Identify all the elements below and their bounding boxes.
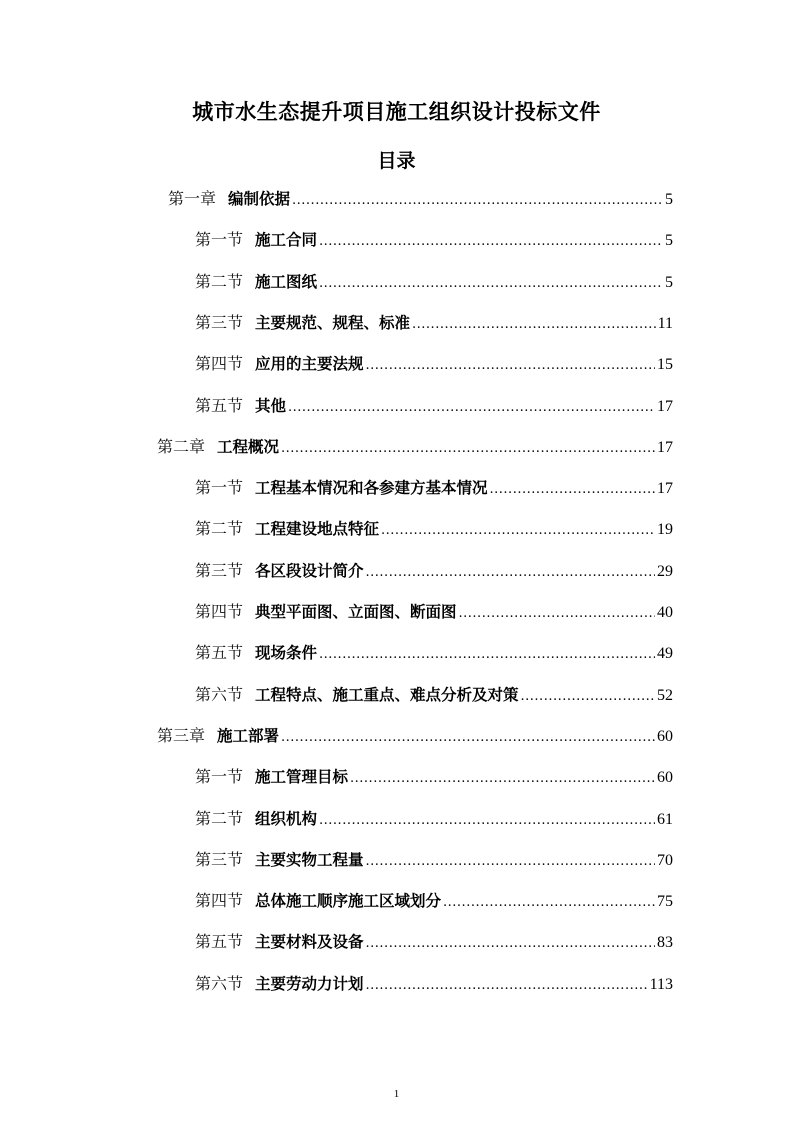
toc-entry-page: 17 bbox=[657, 397, 673, 415]
toc-entry-title: 工程建设地点特征 bbox=[255, 520, 380, 539]
toc-entry-title: 其他 bbox=[255, 396, 287, 415]
toc-dot-leader bbox=[366, 978, 648, 993]
toc-section-entry[interactable] bbox=[195, 475, 673, 499]
toc-section-entry[interactable] bbox=[195, 269, 673, 293]
toc-entry-title: 主要材料及设备 bbox=[255, 933, 364, 952]
toc-entry-number: 第六节 bbox=[195, 973, 244, 993]
toc-entry-page: 5 bbox=[665, 273, 673, 291]
toc-entry-page: 19 bbox=[657, 521, 673, 539]
toc-dot-leader bbox=[412, 317, 656, 332]
toc-entry-number: 第一节 bbox=[195, 767, 244, 787]
toc-entry-number: 第二节 bbox=[195, 271, 244, 291]
toc-entry-page: 49 bbox=[657, 645, 673, 663]
toc-entry-number: 第五节 bbox=[195, 643, 244, 663]
toc-dot-leader bbox=[319, 647, 655, 662]
toc-section-entry[interactable] bbox=[195, 806, 673, 830]
toc-dot-leader bbox=[366, 936, 655, 951]
toc-section-entry[interactable] bbox=[195, 393, 673, 417]
toc-entry-page: 60 bbox=[657, 727, 673, 745]
toc-entry-title: 施工部署 bbox=[217, 726, 280, 745]
toc-entry-title: 应用的主要法规 bbox=[255, 355, 364, 374]
toc-entry-page: 29 bbox=[657, 562, 673, 580]
toc-dot-leader bbox=[281, 730, 655, 745]
toc-entry-page: 17 bbox=[657, 438, 673, 456]
toc-entry-page: 17 bbox=[657, 480, 673, 498]
toc-entry-title: 总体施工顺序施工区域划分 bbox=[255, 892, 442, 911]
toc-entry-page: 83 bbox=[657, 934, 673, 952]
toc-entry-title: 施工图纸 bbox=[255, 272, 318, 291]
document-title: 城市水生态提升项目施工组织设计投标文件 bbox=[192, 100, 601, 124]
toc-dot-leader bbox=[281, 441, 655, 456]
toc-entry-page: 15 bbox=[657, 356, 673, 374]
toc-entry-number: 第二节 bbox=[195, 519, 244, 539]
toc-entry-page: 5 bbox=[665, 191, 673, 208]
toc-entry-title: 组织机构 bbox=[255, 809, 318, 828]
toc-entry-number: 第二节 bbox=[195, 808, 244, 828]
toc-entry-title: 工程基本情况和各参建方基本情况 bbox=[255, 479, 488, 498]
toc-entry-page: 5 bbox=[665, 232, 673, 250]
toc-entry-number: 第五节 bbox=[195, 395, 244, 415]
toc-entry-title: 各区段设计简介 bbox=[255, 561, 364, 580]
toc-dot-leader bbox=[443, 895, 655, 910]
toc-dot-leader bbox=[292, 193, 663, 208]
toc-section-entry[interactable] bbox=[195, 516, 673, 540]
toc-entry-number: 第三节 bbox=[195, 560, 244, 580]
toc-entry-number: 第四节 bbox=[195, 602, 244, 621]
toc-chapter-entry[interactable] bbox=[157, 434, 673, 458]
toc-entry-number: 第一节 bbox=[195, 478, 244, 498]
toc-chapter-entry[interactable] bbox=[157, 723, 673, 747]
toc-entry-title: 现场条件 bbox=[255, 644, 318, 663]
toc-dot-leader bbox=[459, 606, 655, 621]
toc-dot-leader bbox=[521, 689, 655, 704]
toc-entry-page: 40 bbox=[657, 604, 673, 621]
toc-entry-number: 第三章 bbox=[157, 725, 206, 745]
toc-section-entry[interactable] bbox=[195, 888, 673, 912]
toc-entry-page: 11 bbox=[657, 314, 673, 332]
toc-dot-leader bbox=[350, 771, 655, 786]
toc-dot-leader bbox=[366, 565, 655, 580]
toc-entry-page: 52 bbox=[657, 686, 673, 704]
toc-section-entry[interactable] bbox=[195, 351, 673, 375]
toc-entry-page: 61 bbox=[657, 810, 673, 828]
toc-section-entry[interactable] bbox=[195, 971, 673, 995]
toc-dot-leader bbox=[366, 854, 655, 869]
toc-entry-number: 第四节 bbox=[195, 354, 244, 374]
toc-dot-leader bbox=[381, 523, 655, 538]
toc-section-entry[interactable] bbox=[195, 847, 673, 871]
toc-entry-number: 第五节 bbox=[195, 932, 244, 952]
toc-dot-leader bbox=[490, 482, 655, 497]
toc-heading: 目录 bbox=[377, 150, 416, 172]
toc-entry-number: 第六节 bbox=[195, 684, 244, 704]
toc-entry-title: 主要规范、规程、标准 bbox=[255, 313, 411, 332]
toc-entry-title: 典型平面图、立面图、断面图 bbox=[255, 603, 457, 621]
toc-section-entry[interactable] bbox=[195, 640, 673, 664]
toc-section-entry[interactable] bbox=[195, 558, 673, 582]
toc-section-entry[interactable] bbox=[195, 599, 673, 623]
page-number: 1 bbox=[393, 1088, 400, 1100]
toc-entry-page: 60 bbox=[657, 769, 673, 787]
toc-entry-number: 第四节 bbox=[195, 891, 244, 911]
toc-entry-title: 工程特点、施工重点、难点分析及对策 bbox=[255, 685, 519, 704]
toc-entry-page: 70 bbox=[657, 851, 673, 869]
toc-section-entry[interactable] bbox=[195, 310, 673, 334]
toc-entry-page: 75 bbox=[657, 893, 673, 911]
toc-section-entry[interactable] bbox=[195, 682, 673, 706]
toc-entry-number: 第三节 bbox=[195, 849, 244, 869]
toc-entry-page: 113 bbox=[649, 975, 673, 993]
toc-chapter-entry[interactable] bbox=[168, 186, 673, 210]
toc-dot-leader bbox=[366, 358, 655, 373]
toc-entry-number: 第二章 bbox=[157, 436, 206, 456]
toc-entry-title: 工程概况 bbox=[217, 437, 280, 456]
toc-dot-leader bbox=[288, 400, 655, 415]
toc-entry-title: 编制依据 bbox=[228, 190, 291, 208]
toc-dot-leader bbox=[319, 813, 655, 828]
toc-entry-title: 主要劳动力计划 bbox=[255, 974, 364, 993]
toc-dot-leader bbox=[319, 276, 663, 291]
toc-section-entry[interactable] bbox=[195, 227, 673, 251]
toc-entry-number: 第一节 bbox=[195, 230, 244, 250]
toc-section-entry[interactable] bbox=[195, 764, 673, 788]
toc-entry-number: 第三节 bbox=[195, 312, 244, 332]
toc-entry-number: 第一章 bbox=[168, 189, 217, 208]
toc-section-entry[interactable] bbox=[195, 929, 673, 953]
toc-entry-title: 施工管理目标 bbox=[255, 768, 349, 787]
toc-entry-title: 施工合同 bbox=[255, 231, 318, 250]
toc-dot-leader bbox=[319, 234, 663, 249]
toc-entry-title: 主要实物工程量 bbox=[255, 850, 364, 869]
